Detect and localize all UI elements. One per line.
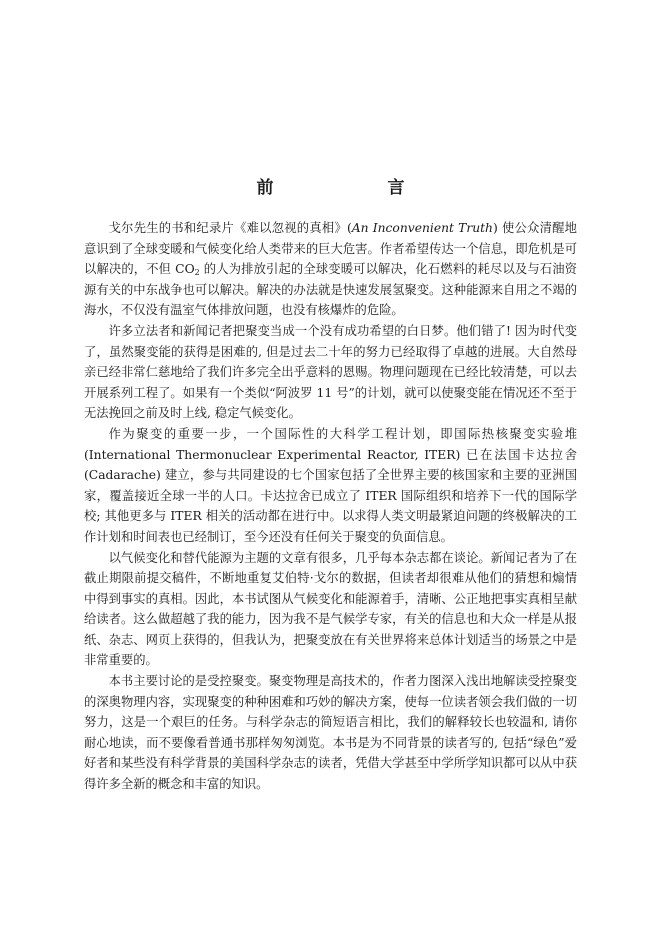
preface-page (84, 176, 577, 795)
co2-subscript: 2 (194, 268, 200, 278)
paragraph-1-text-c: 的人为排放引起的全球变暖可以解决，化石燃料的耗尽以及与石油资源有关的中东战争也可以解决。解决的办法就是快速发展氢聚变。这种能源来自用之不竭的海水，不仅没有温室气体排放问题，也没有核爆炸的危险。 (84, 262, 577, 318)
paragraph-3: 作为聚变的重要一步，一个国际性的大科学工程计划，即国际热核聚变实验堆 (International Thermonuclear Experimental Reactor, ITER) 已在法国卡达拉舍 (Cadarache) 建立，参与共同建设的七个国家包括了全世界主要的核国家和主要的亚洲国家，覆盖接近全球一半的人口。卡达拉舍已成立了 ITER 国际组织和培养下一代的国际学校; 其他更多与 ITER 相关的活动都在进行中。以求得人类文明最紧迫问题的终极解决的工作计划和时间表也已经制订，至今还没有任何关于聚变的负面信息。 (84, 426, 577, 544)
paragraph-1-text-b: ) 使公众清醒地意识到了全球变暖和气候变化给人类带来的巨大危害。作者希望传达一个信息，即危机是可以解决的，不但 CO (84, 221, 577, 277)
paragraph-1 (84, 218, 577, 321)
book-title-english: An Inconvenient Truth (351, 221, 493, 235)
paragraph-5: 本书主要讨论的是受控聚变。聚变物理是高技术的，作者力图深入浅出地解读受控聚变的深奥物理内容，实现聚变的种种困难和巧妙的解决方案，使每一位读者领会我们做的一切努力，这是一个艰巨的任务。与科学杂志的简短语言相比，我们的解释较长也较温和, 请你耐心地读，而不要像看普通书那样匆匆浏览。本书是为不同背景的读者写的, 包括“绿色”爱好者和某些没有科学背景的美国科学杂志的读者，凭借大学甚至中学所学知识都可以从中获得许多全新的概念和丰富的知识。 (84, 674, 577, 792)
paragraph-1-text-a: 戈尔先生的书和纪录片《难以忽视的真相》( (108, 221, 352, 235)
page-title: 前 言 (256, 178, 459, 198)
paragraph-2: 许多立法者和新闻记者把聚变当成一个没有成功希望的白日梦。他们错了! 因为时代变了，虽然聚变能的获得是困难的, 但是过去二十年的努力已经取得了卓越的进展。大自然母亲已经非常仁慈地给了我们许多完全出乎意料的恩赐。物理问题现在已经比较清楚，可以去开展系列工程了。如果有一个类似“阿波罗 11 号”的计划，就可以使聚变能在情况还不至于无法挽回之前及时上线, 稳定气候变化。 (84, 323, 577, 421)
paragraph-4: 以气候变化和替代能源为主题的文章有很多，几乎每本杂志都在谈论。新闻记者为了在截止期限前提交稿件，不断地重复艾伯特·戈尔的数据，但读者却很难从他们的猜想和煽情中得到事实的真相。因此，本书试图从气候变化和能源着手，清晰、公正地把事实真相呈献给读者。这么做超越了我的能力，因为我不是气候学专家，有关的信息也和大众一样是从报纸、杂志、网页上获得的，但我认为，把聚变放在有关世界将来总体计划适当的场景之中是非常重要的。 (84, 550, 577, 668)
